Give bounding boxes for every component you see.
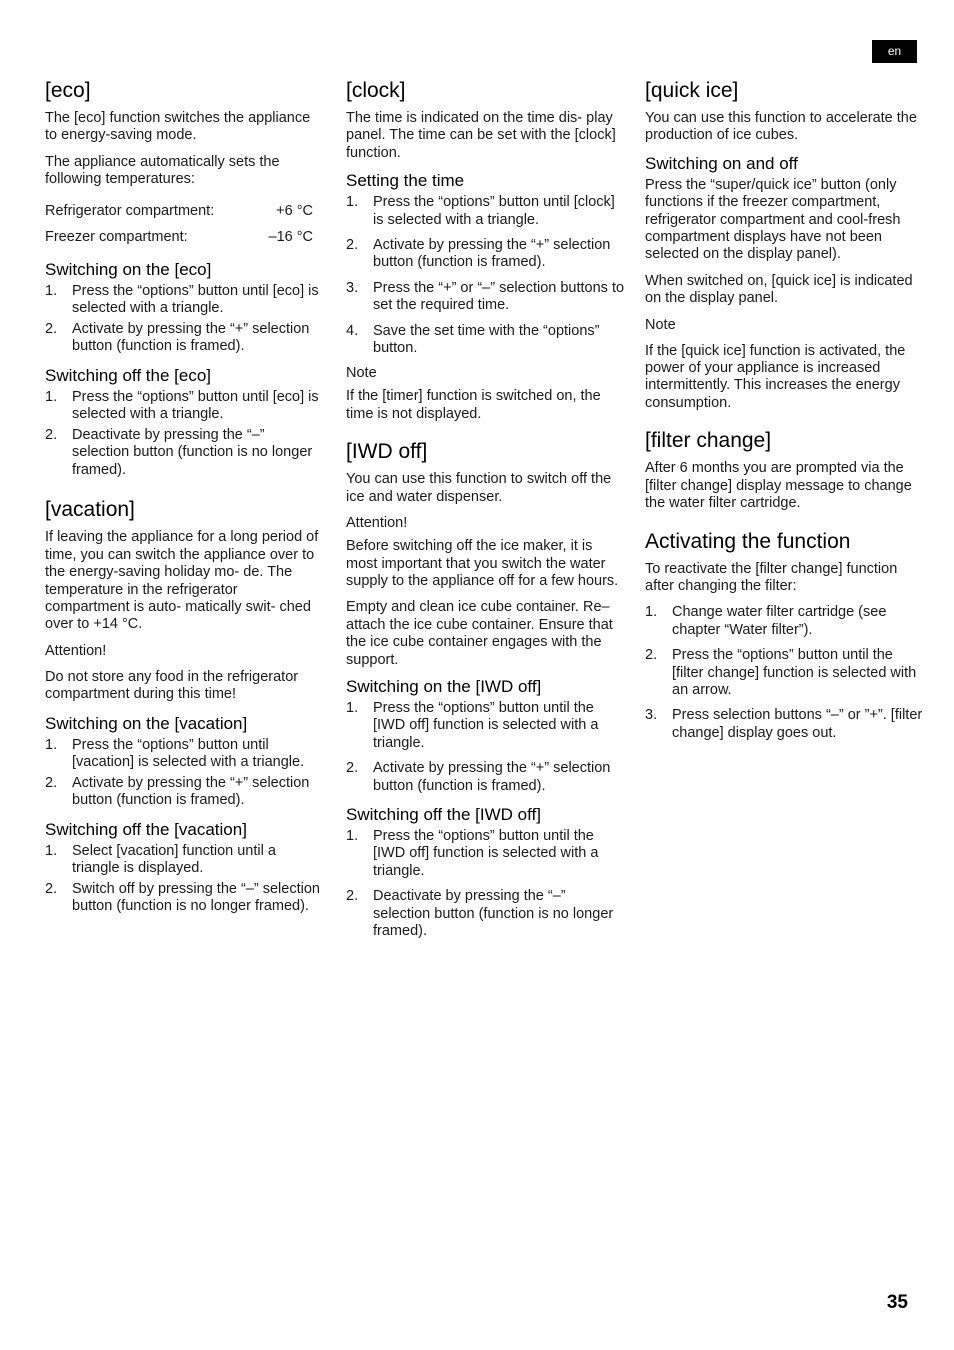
list-item xyxy=(346,700,626,752)
step-number: 1. xyxy=(346,827,359,844)
vacation-intro: If leaving the appliance for a long period of time, you can switch the appliance over to the energy-saving holiday mo- de. The temperature in the refrigerator compartment is auto- matically swit- ched over to +14 °C. xyxy=(45,529,319,633)
step-number: 1. xyxy=(346,194,359,211)
temp-row-freezer xyxy=(45,229,313,246)
activating-intro: To reactivate the [filter change] function after changing the filter: xyxy=(645,560,898,594)
activating-steps xyxy=(645,604,925,742)
list-item xyxy=(45,775,325,810)
step-text: Press the “options” button until [clock] is selected with a triangle. xyxy=(373,194,615,228)
step-number: 2. xyxy=(346,237,359,254)
step-text: Save the set time with the “options” button. xyxy=(373,322,600,357)
step-number: 4. xyxy=(346,322,359,339)
list-item xyxy=(45,321,325,356)
page-number: 35 xyxy=(886,1292,908,1313)
iwd-title: [IWD off] xyxy=(346,440,428,464)
vacation-attention-label: Attention! xyxy=(45,642,107,659)
step-number: 2. xyxy=(45,427,58,444)
step-text: Press the “options” button until the [IWD off] function is selected with a triangle. xyxy=(373,699,599,751)
list-item xyxy=(45,881,325,916)
step-number: 3. xyxy=(645,707,658,724)
filter-change-text: After 6 months you are prompted via the [filter change] display message to change the water filter cartridge. xyxy=(645,460,912,512)
vacation-attention-text: Do not store any food in the refrigerator compartment during this time! xyxy=(45,668,299,703)
step-text: Press the “options” button until [eco] is selected with a triangle. xyxy=(72,388,319,423)
step-text: Activate by pressing the “+” selection button (function is framed). xyxy=(373,237,611,271)
list-item xyxy=(346,888,626,940)
iwd-attention-text: Before switching off the ice maker, it is most important that you switch the water supply to the appliance off for a few hours. xyxy=(346,538,619,589)
list-item xyxy=(645,647,925,699)
step-text: Activate by pressing the “+” selection button (function is framed). xyxy=(373,760,611,794)
iwd-off-title: Switching off the [IWD off] xyxy=(346,804,541,824)
list-item xyxy=(645,604,925,639)
eco-temps-intro: The appliance automatically sets the following temperatures: xyxy=(45,153,280,188)
list-item xyxy=(346,323,626,358)
quick-ice-intro: You can use this function to accelerate the production of ice cubes. xyxy=(645,110,917,144)
step-text: Deactivate by pressing the “–” selection button (function is no longer framed). xyxy=(72,427,313,478)
iwd-attention-label: Attention! xyxy=(346,515,408,532)
step-number: 2. xyxy=(346,760,359,777)
step-number: 1. xyxy=(45,282,58,299)
temp-label: Refrigerator compartment: xyxy=(45,202,215,219)
iwd-intro: You can use this function to switch off the ice and water dispenser. xyxy=(346,471,612,505)
list-item xyxy=(346,760,626,795)
vacation-off-steps xyxy=(45,843,325,916)
eco-title: [eco] xyxy=(45,79,91,102)
step-text: Change water filter cartridge (see chapter “Water filter”). xyxy=(672,604,887,638)
clock-intro: The time is indicated on the time dis- play panel. The time can be set with the [clock] function. xyxy=(346,110,616,161)
clock-note-text: If the [timer] function is switched on, the time is not displayed. xyxy=(346,388,601,422)
list-item xyxy=(346,828,626,880)
clock-set-title: Setting the time xyxy=(346,171,465,191)
step-text: Activate by pressing the “+” selection button (function is framed). xyxy=(72,774,310,809)
quick-ice-note-text: If the [quick ice] function is activated, the power of your appliance is increased intermittently. This increases the energy consumption. xyxy=(645,342,906,411)
eco-on-title: Switching on the [eco] xyxy=(45,259,212,279)
step-number: 2. xyxy=(45,880,58,897)
quick-ice-on-off-title: Switching on and off xyxy=(645,153,798,173)
eco-intro: The [eco] function switches the appliance to energy-saving mode. xyxy=(45,110,311,144)
quick-ice-title: [quick ice] xyxy=(645,79,739,102)
step-text: Press the “+” or “–” selection buttons to set the required time. xyxy=(373,279,625,314)
step-number: 3. xyxy=(346,279,359,296)
iwd-on-steps xyxy=(346,700,626,795)
list-item xyxy=(346,237,626,272)
iwd-attention-text-2: Empty and clean ice cube container. Re–attach the ice cube container. Ensure that the ice cube container engages with the support. xyxy=(346,599,613,668)
temp-row-refrigerator xyxy=(45,203,313,220)
list-item xyxy=(45,427,325,479)
column-3 xyxy=(645,78,925,750)
vacation-title: [vacation] xyxy=(45,498,135,522)
list-item xyxy=(645,707,925,742)
activating-title: Activating the function xyxy=(645,529,851,553)
list-item xyxy=(45,843,325,878)
step-number: 1. xyxy=(45,842,58,859)
clock-set-steps xyxy=(346,194,626,357)
step-text: Select [vacation] function until a triangle is displayed. xyxy=(72,842,276,877)
step-text: Press the “options” button until the [filter change] function is selected with an arrow. xyxy=(672,647,917,698)
temp-label: Freezer compartment: xyxy=(45,228,188,245)
filter-change-title: [filter change] xyxy=(645,429,772,453)
vacation-off-title: Switching off the [vacation] xyxy=(45,819,247,839)
vacation-on-title: Switching on the [vacation] xyxy=(45,713,248,733)
step-text: Press the “options” button until [vacation] is selected with a triangle. xyxy=(72,736,305,770)
list-item xyxy=(346,280,626,315)
quick-ice-on-off-text: Press the “super/quick ice” button (only functions if the freezer compartment, refrigerator compartment and cool-fresh compartment displays have not been selected on the display panel). xyxy=(645,176,901,263)
eco-off-steps xyxy=(45,389,325,480)
step-text: Switch off by pressing the “–” selection button (function is no longer framed). xyxy=(72,880,320,915)
eco-on-steps xyxy=(45,283,325,356)
step-text: Deactivate by pressing the “–” selection button (function is no longer framed). xyxy=(373,888,614,939)
step-text: Press the “options” button until [eco] is selected with a triangle. xyxy=(72,282,319,317)
quick-ice-note-label: Note xyxy=(645,316,676,333)
step-number: 2. xyxy=(346,888,359,905)
language-tag: en xyxy=(872,40,917,63)
list-item xyxy=(45,389,325,424)
step-text: Press selection buttons “–” or ”+”. [filter change] display goes out. xyxy=(672,707,923,741)
list-item xyxy=(45,283,325,318)
step-text: Activate by pressing the “+” selection button (function is framed). xyxy=(72,320,310,355)
iwd-on-title: Switching on the [IWD off] xyxy=(346,676,542,696)
clock-note-label: Note xyxy=(346,365,377,382)
step-number: 2. xyxy=(45,320,58,337)
step-number: 2. xyxy=(45,774,58,791)
iwd-off-steps xyxy=(346,828,626,940)
clock-title: [clock] xyxy=(346,79,406,102)
list-item xyxy=(346,194,626,229)
column-1 xyxy=(45,78,325,924)
eco-off-title: Switching off the [eco] xyxy=(45,365,212,385)
step-number: 2. xyxy=(645,647,658,664)
quick-ice-on-text: When switched on, [quick ice] is indicated on the display panel. xyxy=(645,272,913,307)
column-2 xyxy=(346,78,626,948)
temp-value: –16 °C xyxy=(268,228,313,245)
step-number: 1. xyxy=(645,604,658,621)
step-number: 1. xyxy=(45,388,58,405)
step-text: Press the “options” button until the [IWD off] function is selected with a triangle. xyxy=(373,827,599,879)
vacation-on-steps xyxy=(45,737,325,810)
step-number: 1. xyxy=(346,699,359,716)
step-number: 1. xyxy=(45,736,58,753)
list-item xyxy=(45,737,325,772)
temp-value: +6 °C xyxy=(276,202,313,219)
